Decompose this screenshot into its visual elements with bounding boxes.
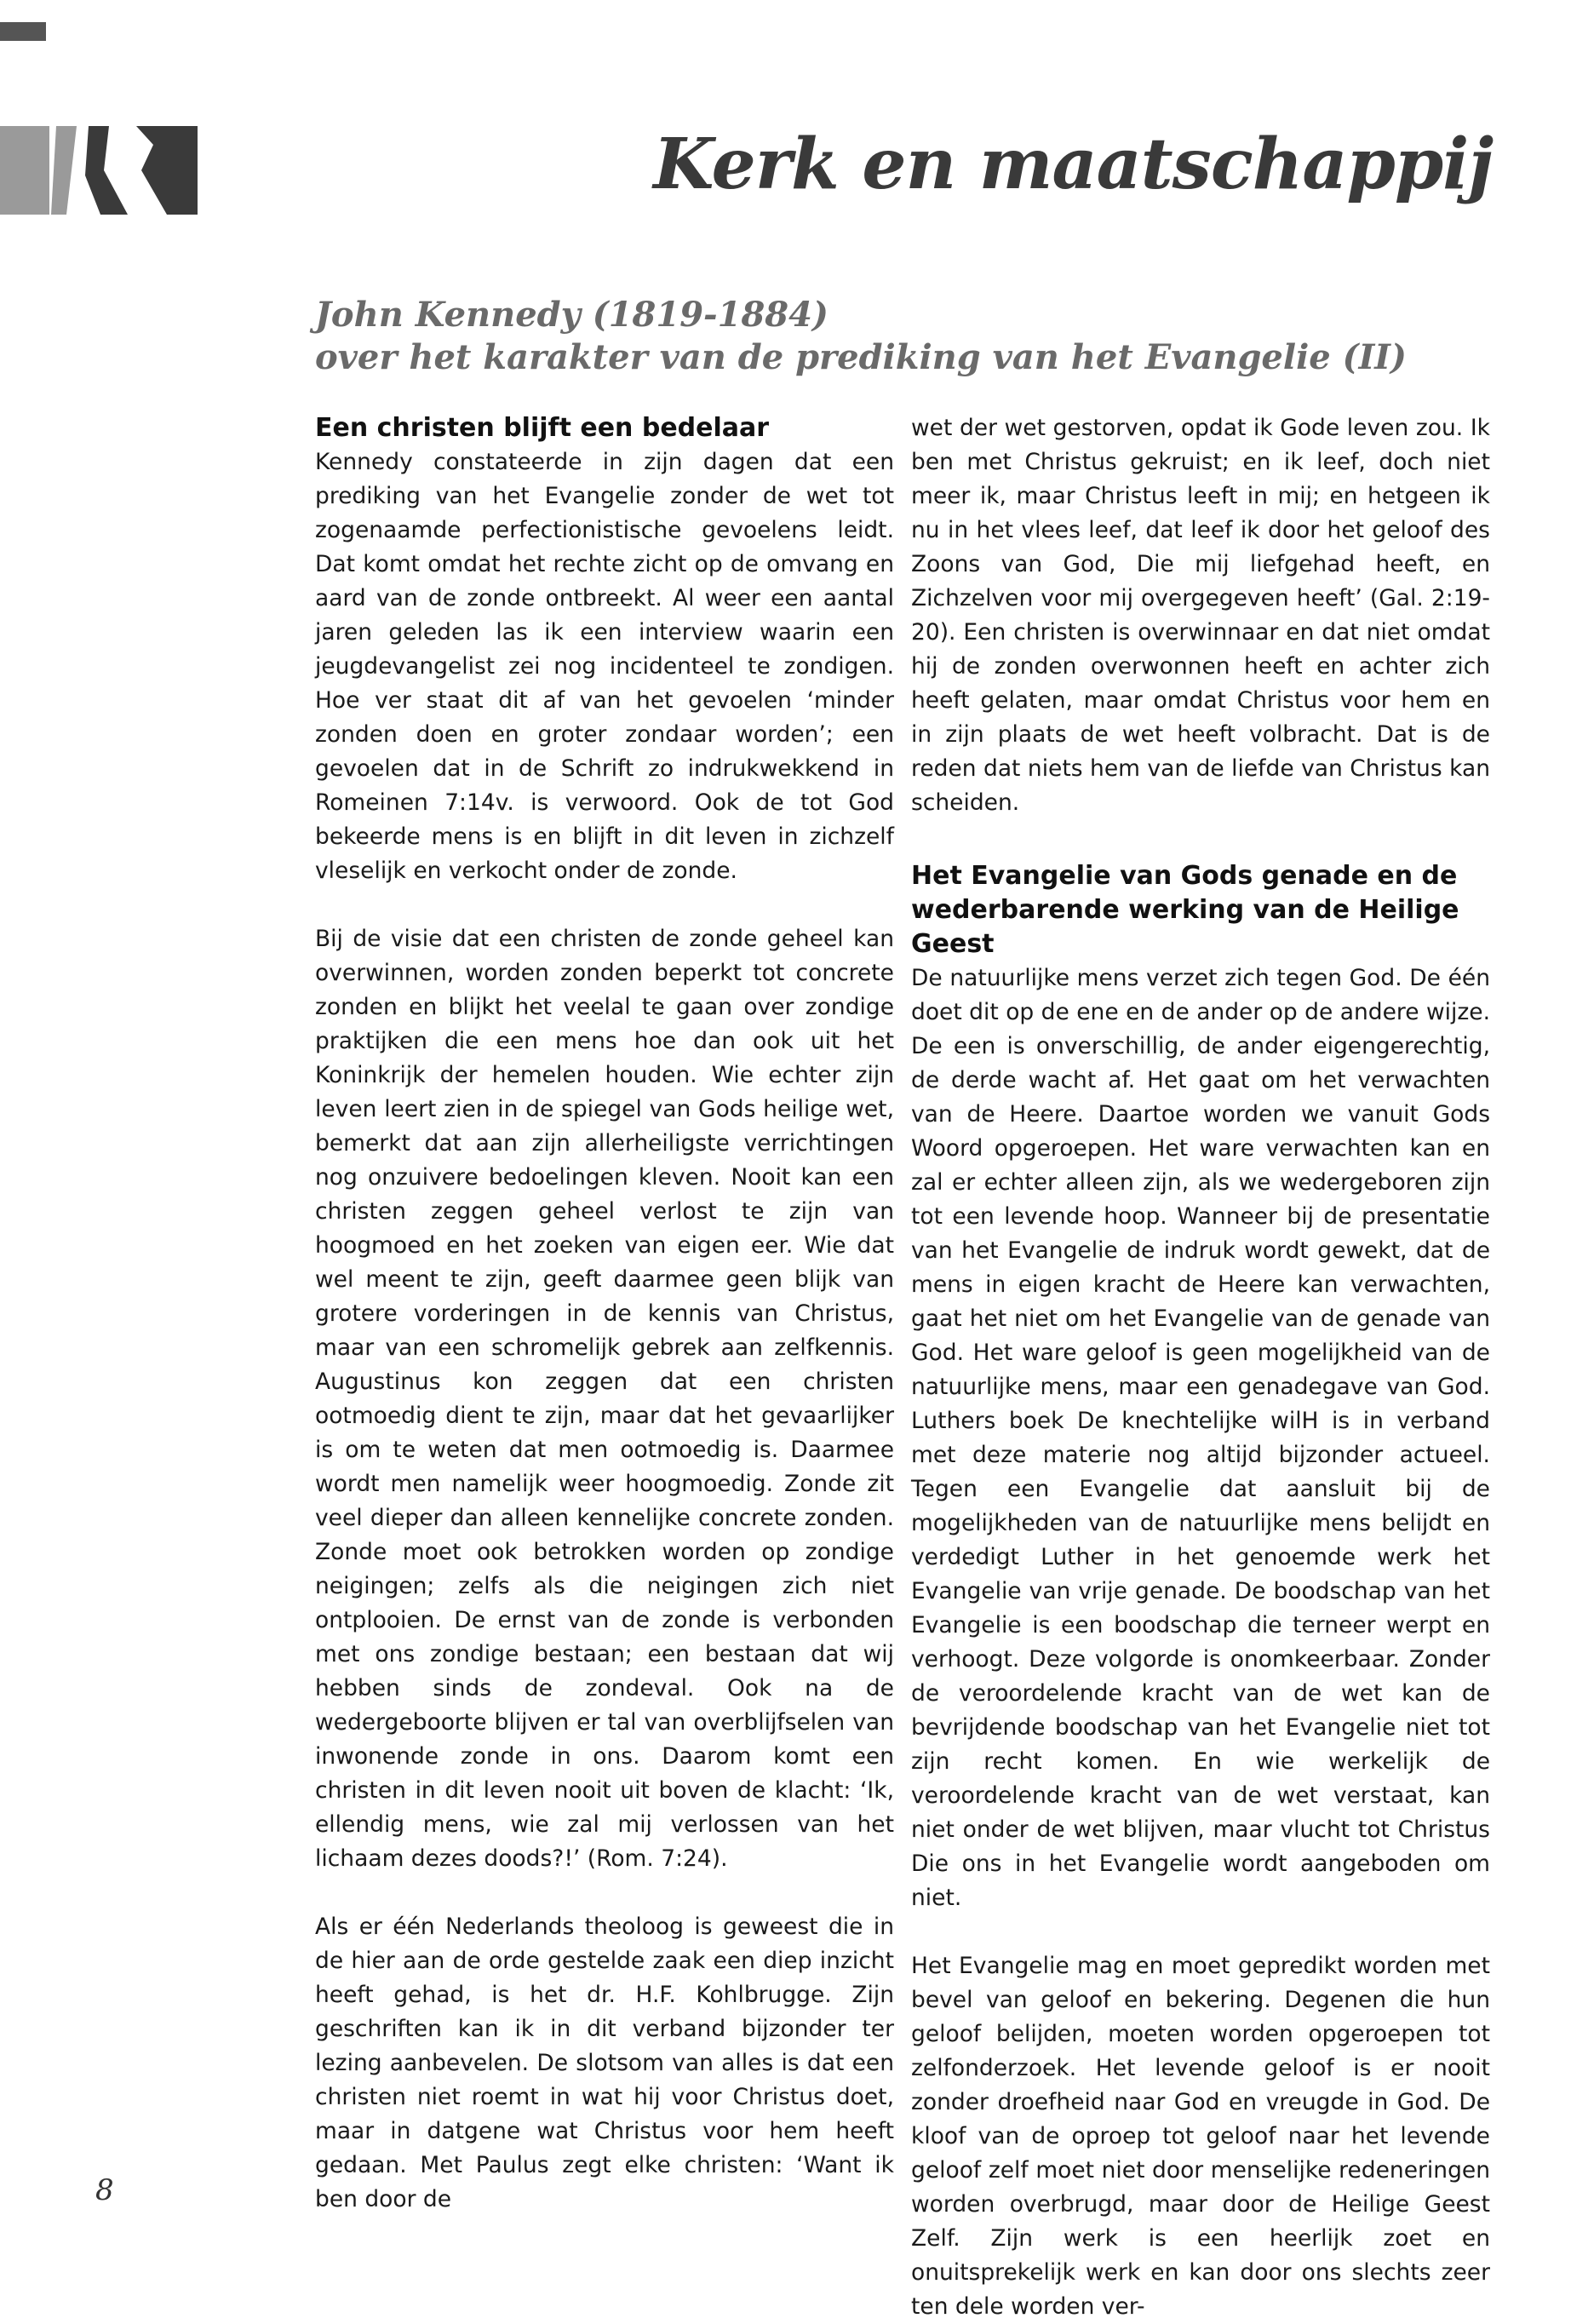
body-paragraph: Als er één Nederlands theoloog is geweest die in de hier aan de orde gestelde zaak een diep inzicht heeft gehad, is het dr. H.F. Kohlbrugge. Zijn geschriften kan ik in dit verband bijzonder ter lezing aanbevelen. De slotsom van alles is dat een christen niet roemt in wat hij voor Christus doet, maar in datgene wat Christus voor hem heeft gedaan. Met Paulus zegt elke christen: ‘Want ik ben door de [315, 1914, 894, 2212]
body-paragraph: Het Evangelie mag en moet gepredikt worden met bevel van geloof en bekering. Degenen die hun geloof belijden, moeten worden opgeroepen tot zelfonderzoek. Het levende geloof is er nooit zonder droefheid naar God en vreugde in God. De kloof van de oproep tot geloof naar het levende geloof zelf moet niet door menselijke redeneringen worden overbrugd, maar door de Heilige Geest Zelf. Zijn werk is een heerlijk zoet en onuitsprekelijk werk en kan door ons slechts zeer ten dele worden ver- [911, 1953, 1490, 2320]
article-title [315, 294, 1407, 379]
section-heading: Een christen blijft een bedelaar [315, 413, 770, 443]
body-paragraph: Kennedy constateerde in zijn dagen dat een prediking van het Evangelie zonder de wet tot zogenaamde perfectionistische gevoelens leidt. Dat komt omdat het rechte zicht op de omvang en aard van de zonde ontbreekt. Al weer een aantal jaren geleden las ik een interview waarin een jeugdevangelist zei nog incidenteel te zondigen. Hoe ver staat dit af van het gevoelen ‘minder zonden doen en groter zondaar worden’; een gevoelen dat in de Schrift zo indrukwekkend in Romeinen 7:14v. is verwoord. Ook de tot God bekeerde mens is en blijft in dit leven in zichzelf vleselijk en verkocht onder de zonde. [315, 449, 894, 884]
page-number: 8 [95, 2173, 114, 2207]
body-paragraph: Bij de visie dat een christen de zonde geheel kan overwinnen, worden zonden beperkt tot concrete zonden en blijkt het veelal te gaan over zondige praktijken die een mens hoe dan ook uit het Koninkrijk der hemelen houden. Wie echter zijn leven leert zien in de spiegel van Gods heilige wet, bemerkt dat aan zijn allerheiligste verrichtingen nog onzuivere bedoelingen kleven. Nooit kan een christen zeggen geheel verlost te zijn van hoogmoed en het zoeken van eigen eer. Wie dat wel meent te zijn, geeft daarmee geen blijk van grotere vorderingen in de kennis van Christus, maar van een schromelijk gebrek aan zelfkennis. Augustinus kon zeggen dat een christen ootmoedig dient te zijn, maar dat het gevaarlijker is om te weten dat men ootmoedig is. Daarmee wordt men namelijk weer hoogmoedig. Zonde zit veel dieper dan alleen kennelijke concrete zonden. Zonde moet ook betrokken worden op zondige neigingen; zelfs als die neigingen zich niet ontplooien. De ernst van de zonde is verbonden met ons zondige bestaan; een bestaan dat wij hebben sinds de zondeval. Ook na de wedergeboorte blijven er tal van overblijfselen van inwonende zonde in ons. Daarom komt een christen in dit leven nooit uit boven de klacht: ‘Ik, ellendig mens, wie zal mij verlossen van het lichaam dezes doods?!’ (Rom. 7:24). [315, 926, 894, 1872]
body-paragraph-continued: wet der wet gestorven, opdat ik Gode leven zou. Ik ben met Christus gekruist; en ik leef, doch niet meer ik, maar Christus leeft in mij; en hetgeen ik nu in het vlees leef, dat leef ik door het geloof des Zoons van God, Die mij liefgehad heeft, en Zichzelven voor mij overgegeven heeft’ (Gal. 2:19-20). Een christen is overwinnaar en dat niet omdat hij de zonden overwonnen heeft en achter zich heeft gelaten, maar omdat Christus voor hem en in zijn plaats de wet heeft volbracht. Dat is de reden dat niets hem van de liefde van Christus kan scheiden. [911, 415, 1490, 816]
section-heading: Het Evangelie van Gods genade en de wederbarende werking van de Heilige Geest [911, 861, 1459, 959]
corner-bar-icon [0, 22, 46, 41]
article-title-line-1: John Kennedy (1819-1884) [315, 295, 829, 335]
kerk-logo-icon [0, 126, 198, 216]
body-paragraph: De natuurlijke mens verzet zich tegen God. De één doet dit op de ene en de ander op de andere wijze. De een is onverschillig, de ander eigengerechtig, de derde wacht af. Het gaat om het verwachten van de Heere. Daartoe worden we vanuit Gods Woord opgeroepen. Het ware verwachten kan en zal er echter alleen zijn, als we wedergeboren zijn tot een levende hoop. Wanneer bij de presentatie van het Evangelie de indruk wordt gewekt, dat de mens in eigen kracht de Heere kan verwachten, gaat het niet om het Evangelie van de genade van God. Het ware geloof is geen mogelijkheid van de natuurlijke mens, maar een genadegave van God. Luthers boek De knechtelijke wilH is in verband met deze materie nog altijd bijzonder actueel. Tegen een Evangelie dat aansluit bij de mogelijkheden van de natuurlijke mens belijdt en verdedigt Luther in het genoemde werk het Evangelie van vrije genade. De boodschap van het Evangelie is een boodschap die terneer werpt en verhoogt. Deze volgorde is onomkeerbaar. Zonder de veroordelende kracht van de wet kan de bevrijdende boodschap van het Evangelie niet tot zijn recht komen. En wie werkelijk de veroordelende kracht van de wet verstaat, kan niet onder de wet blijven, maar vlucht tot Christus Die ons in het Evangelie wordt aangeboden om niet. [911, 965, 1490, 1911]
left-column [315, 411, 894, 2217]
section-title: Kerk en maatschappij [653, 123, 1493, 205]
right-column [911, 411, 1490, 2324]
article-title-line-2: over het karakter van de prediking van het Evangelie (II) [315, 337, 1407, 377]
